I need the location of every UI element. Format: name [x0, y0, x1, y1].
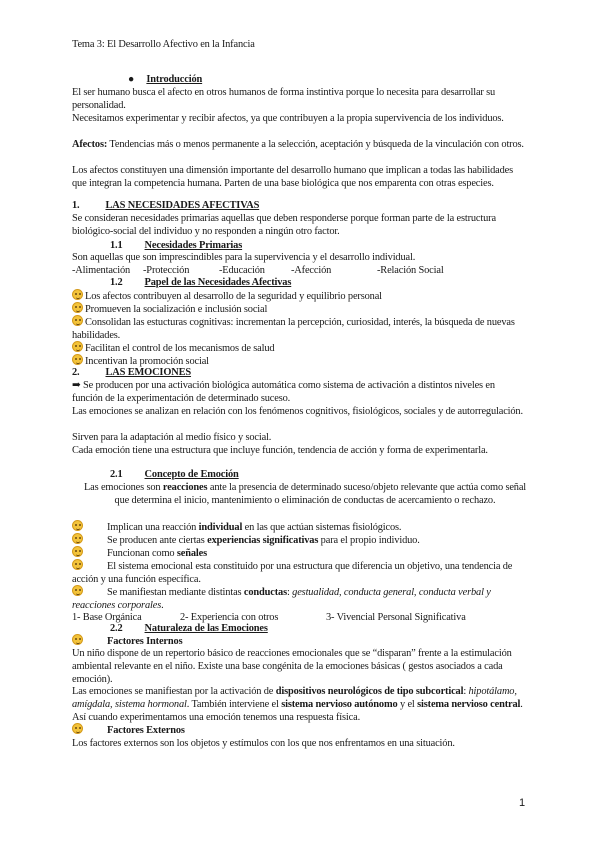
base-item: 3- Vivencial Personal Significativa: [326, 612, 466, 623]
affective-bullet-text: Promueven la socialización e inclusión social: [85, 304, 268, 315]
affective-bullet-text: Incentivan la promoción social: [85, 356, 209, 367]
base-item: 2- Experiencia con otros: [180, 612, 279, 623]
section-1-1-number: 1.1: [110, 240, 123, 251]
paragraph-text: Las emociones se manifiestan por la activación de: [72, 686, 276, 697]
paragraph-text: . También interviene el: [186, 699, 282, 711]
emoji-icon: [72, 315, 83, 326]
affective-bullet-text: Facilitan el control de los mecanismos de salud: [85, 343, 275, 354]
section-1-number: 1.: [72, 200, 80, 211]
section-2-2-title: Naturaleza de las Emociones: [144, 623, 268, 634]
paragraph-keyword: sistema nervioso autónomo: [281, 699, 398, 711]
section-1-paragraph: Se consideran necesidades primarias aquellas que deben responderse porque forman parte de la estructura biológico-social del individuo y no responden a ningún otro factor.: [72, 213, 496, 238]
need-item: -Afección: [291, 265, 332, 276]
affective-bullet-text: Consolidan las estucturas cognitivas: incrementan la percepción, curiosidad, interés, la búsqueda de nuevas habilidades.: [72, 317, 515, 342]
definition-text: Las emociones son: [83, 482, 163, 493]
afectos-text: Tendencias más o menos permanente a la selección, aceptación y búsqueda de la vinculación con otros.: [107, 139, 524, 150]
emotion-definition: [80, 481, 530, 507]
affective-bullet: [72, 315, 527, 342]
afectos-label: Afectos:: [72, 139, 108, 150]
section-2-number: 2.: [72, 367, 80, 378]
intro-paragraph-3: Los afectos constituyen una dimensión importante del desarrollo humano que implican a todas las habilidades que integran la competencia humana. Parten de una base biológica que nos emparenta con otras especies.: [72, 165, 514, 190]
emoji-icon: [72, 533, 83, 544]
bullet-keyword: individual: [198, 522, 243, 533]
intro-paragraph-1: El ser humano busca el afecto en otros humanos de forma instintiva porque lo necesita para desarrollar su personalidad.: [72, 87, 496, 112]
paragraph-keyword: dispositivos neurológicos de tipo subcortical: [275, 686, 464, 697]
paragraph-text: . Así cuando experimentamos una emoción tenemos una respuesta física.: [72, 699, 523, 724]
base-item: 1- Base Orgánica: [72, 612, 142, 623]
emoji-icon: [72, 520, 83, 531]
section-2-title: LAS EMOCIONES: [105, 367, 192, 378]
bullet-text: para el propio individuo.: [318, 535, 420, 546]
section-1-title: LAS NECESIDADES AFECTIVAS: [105, 200, 260, 211]
definition-text: ante la presencia de determinado suceso/objeto relevante que actúa como señal que determina el inicio, mantenimiento o eliminación de conductas de acercamiento o rechazo.: [114, 482, 527, 507]
emotion-bullet: [72, 559, 527, 586]
section-1-1-title: Necesidades Primarias: [144, 240, 243, 251]
external-factors-heading: [72, 723, 527, 737]
intro-afectos-definition: [72, 138, 527, 151]
need-item: -Protección: [143, 265, 190, 276]
paragraph-keyword: sistema nervioso central: [417, 699, 521, 711]
section-2-paragraph-4: Cada emoción tiene una estructura que incluye función, tendencia de acción y forma de experimentarla.: [72, 445, 488, 456]
paragraph-italic: hipotálamo, amígdala, sistema hormonal: [72, 686, 517, 711]
emoji-icon: [72, 289, 83, 300]
section-2-heading: [72, 366, 527, 379]
emoji-icon: [72, 585, 83, 596]
section-1-2-title: Papel de las Necesidades Afectivas: [144, 277, 292, 288]
bullet-text: .: [161, 600, 164, 612]
bullet-text: :: [286, 587, 293, 598]
internal-factors-paragraph-2: [72, 685, 527, 725]
section-2-paragraph-3: Sirven para la adaptación al medio físico y social.: [72, 432, 272, 443]
bullet-keyword: conductas: [243, 587, 287, 598]
page-number: 1: [519, 797, 526, 809]
paragraph-text: y el: [397, 699, 418, 711]
intro-paragraph-2: Necesitamos experimentar y recibir afectos, ya que contribuyen a la propia supervivencia de los individuos.: [72, 113, 504, 124]
emoji-icon: [72, 354, 83, 365]
section-2-1-heading: [110, 468, 565, 481]
internal-factors-paragraph-1: Un niño dispone de un repertorio básico de reacciones emocionales que se “disparan” frente a la estimulación ambiental relevante en el niño. Existe una base congénita de la emociones básicas ( gestos asociados a cada emoción).: [72, 648, 512, 686]
section-2-1-number: 2.1: [110, 469, 123, 480]
bullet-text: Funcionan como: [107, 548, 177, 559]
arrow-right-icon: ➡: [72, 380, 81, 391]
need-item: -Educación: [219, 265, 265, 276]
bullet-text: Se producen ante ciertas: [107, 535, 208, 546]
bullet-text: Se manifiestan mediante distintas: [107, 587, 244, 598]
document-header: Tema 3: El Desarrollo Afectivo en la Infancia: [72, 39, 255, 50]
emoji-icon: [72, 723, 83, 734]
external-factors-title: Factores Externos: [107, 725, 185, 736]
section-2-p1-text: Se producen por una activación biológica automática como sistema de activación a distintos niveles en función de la experimentación de determinado suceso.: [72, 380, 495, 405]
bullet-keyword: experiencias significativas: [207, 535, 319, 546]
bullet-keyword: señales: [176, 548, 208, 559]
bullet-text: Implican una reacción: [107, 522, 199, 533]
need-item: -Alimentación: [72, 265, 131, 276]
section-1-2-heading: [110, 276, 565, 289]
emoji-icon: [72, 634, 83, 645]
section-2-2-number: 2.2: [110, 623, 123, 634]
section-1-heading: [72, 199, 527, 212]
internal-factors-title: Factores Internos: [107, 636, 183, 647]
section-2-paragraph-1: [72, 379, 527, 405]
section-2-paragraph-2: Las emociones se analizan en relación con los fenómenos cognitivos, fisiológicos, sociales y de autorregulación.: [72, 406, 523, 417]
section-1-2-number: 1.2: [110, 277, 123, 288]
emoji-icon: [72, 559, 83, 570]
intro-title: Introducción: [146, 74, 203, 85]
external-factors-paragraph: Los factores externos son los objetos y estímulos con los que nos enfrentamos en una situación.: [72, 738, 455, 749]
bullet-dot: ●: [128, 74, 135, 85]
paragraph-text: :: [463, 686, 469, 697]
emotion-bullet: [72, 585, 527, 612]
bullet-text: en las que actúan sistemas fisiológicos.: [242, 522, 402, 533]
emoji-icon: [72, 341, 83, 352]
bullet-text: El sistema emocional esta constituido por una estructura que diferencia un objetivo, una tendencia de acción y una función específica.: [72, 561, 513, 586]
emoji-icon: [72, 546, 83, 557]
section-1-1-text: Son aquellas que son imprescindibles para la supervivencia y el desarrollo individual.: [72, 252, 416, 263]
affective-bullet-text: Los afectos contribuyen al desarrollo de la seguridad y equilibrio personal: [85, 291, 382, 302]
bullet-italic: gestualidad, conducta general, conducta verbal y reacciones corporales: [72, 587, 491, 612]
section-2-1-title: Concepto de Emoción: [144, 469, 239, 480]
need-item: -Relación Social: [377, 265, 444, 276]
emoji-icon: [72, 302, 83, 313]
definition-keyword: reacciones: [162, 482, 208, 493]
intro-heading: [128, 73, 583, 86]
